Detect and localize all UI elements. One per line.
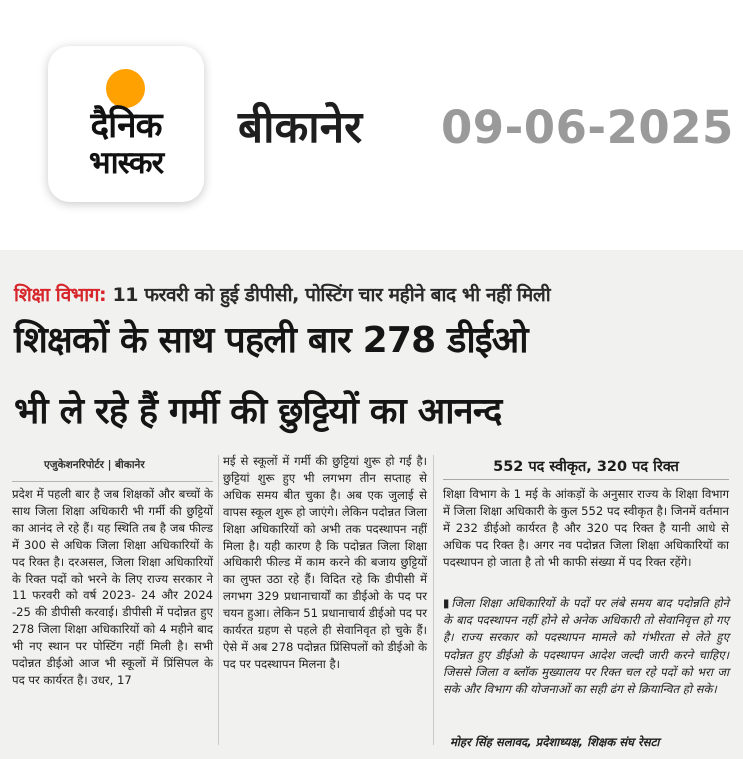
sidebar-box-text (443, 486, 729, 571)
column-divider (218, 455, 219, 745)
divider (12, 481, 213, 482)
article-column-2 (223, 453, 427, 673)
kicker-label: शिक्षा विभाग: (14, 284, 107, 306)
column-1-text: प्रदेश में पहली बार है जब शिक्षकों और बच्चों के साथ जिला शिक्षा अधिकारी भी गर्मी की छुट्टियों का आनंद ले रहे हैं। यह स्थिति तब है जब फील्ड में 300 से अधिक जिला शिक्षा अधिकारियों के पद रिक्त है। दरअसल, जिला शिक्षा अधिकारियों के रिक्त पदों को भरने के लिए राज्य सरकार ने 11 फरवरी को वर्ष 2023- 24 और 2024 -25 की डीपीसी करवाई। डीपीसी में पदोन्नत हुए 278 जिला शिक्षा अधिकारियों को 4 महीने बाद भी नए स्थान पर पोस्टिंग नहीं मिली है। सभी पदोन्नत डीईओ आज भी स्कूलों में प्रिंसिपल के पद पर कार्यरत है। उधर, 17 (12, 487, 213, 687)
sidebar-box-title: 552 पद स्वीकृत, 320 पद रिक्त (493, 459, 679, 475)
quote-bullet-icon: ▮ (443, 596, 450, 610)
quote-block (443, 595, 729, 698)
edition-city: बीकानेर (238, 102, 363, 153)
sun-icon (106, 69, 145, 108)
page-header (0, 0, 743, 240)
column-2-text: मई से स्कूलों में गर्मी की छुट्टियां शुरू हो गई है। छुट्टियां शुरू हुए भी लगभग तीन सप्ताह से अधिक समय बीत चुका है। अब एक जुलाई से वापस स्कूल शुरू हो जाएंगे। लेकिन पदोन्नत जिला शिक्षा अधिकारियों को अभी तक पदस्थापन नहीं मिला है। यही कारण है कि पदोन्नत जिला शिक्षा अधिकारी फील्ड में काम करने की बजाय छुट्टियों का लुफ्त उठा रहे हैं। विदित रहे कि डीपीसी में लगभग 329 प्रधानाचार्यों का डीईओ के पद पर चयन हुआ। लेकिन 51 प्रधानाचार्य डीईओ पद पर कार्यरत ग्रहण से पहले ही सेवानिवृत हो चुके हैं। ऐसे में अब 278 पदोन्नत प्रिंसिपलों को डीईओ के पद पर पदस्थापन मिलना है। (223, 454, 427, 671)
edition-date: 09-06-2025 (441, 101, 734, 154)
logo-text-line1: दैनिक (90, 106, 162, 146)
news-clipping (0, 250, 743, 759)
quote-author: मोहर सिंह सलावद, प्रदेशाध्यक्ष, शिक्षक संघ रेसटा (450, 735, 660, 749)
column-3-text: शिक्षा विभाग के 1 मई के आंकड़ों के अनुसार राज्य के शिक्षा विभाग में जिला शिक्षा अधिकारी के कुल 552 पद स्वीकृत है। जिनमें वर्तमान में 232 डीईओ कार्यरत है और 320 पद रिक्त है यानी आधे से अधिक पद रिक्त है। अगर नव पदोन्नत जिला शिक्षा अधिकारियों का पदस्थापन हो जाता है तो भी काफी संख्या में पद रिक्त रहेंगे। (443, 487, 729, 569)
divider (443, 479, 729, 480)
column-divider (433, 455, 434, 745)
quote-text: जिला शिक्षा अधिकारियों के पदों पर लंबे समय बाद पदोन्नति होने के बाद पदस्थापन नहीं होने से अनेक अधिकारी तो सेवानिवृत्त हो गए है। राज्य सरकार को पदस्थापन मामले को गंभीरता से लेते हुए पदोन्नत हुए डीईओ के पदस्थापन आदेश जल्दी जारी करने चाहिए। जिससे जिला व ब्लॉक मुख्यालय पर रिक्त चल रहे पदों को भरा जा सके और विभाग की योजनाओं का सही ढंग से क्रियान्वित हो सके। (443, 596, 729, 697)
article-column-1 (12, 486, 213, 689)
dainik-bhaskar-logo[interactable] (48, 46, 204, 202)
byline: एजुकेशनरिपोर्टर | बीकानेर (44, 459, 145, 471)
kicker-text: 11 फरवरी को हुई डीपीसी, पोस्टिंग चार महीने बाद भी नहीं मिली (106, 284, 551, 306)
headline-line2: भी ले रहे हैं गर्मी की छुट्टियों का आनन्द (14, 391, 502, 432)
headline-line1: शिक्षकों के साथ पहली बार 278 डीईओ (14, 320, 528, 361)
logo-text-line2: भास्कर (88, 145, 164, 181)
kicker (14, 281, 550, 309)
